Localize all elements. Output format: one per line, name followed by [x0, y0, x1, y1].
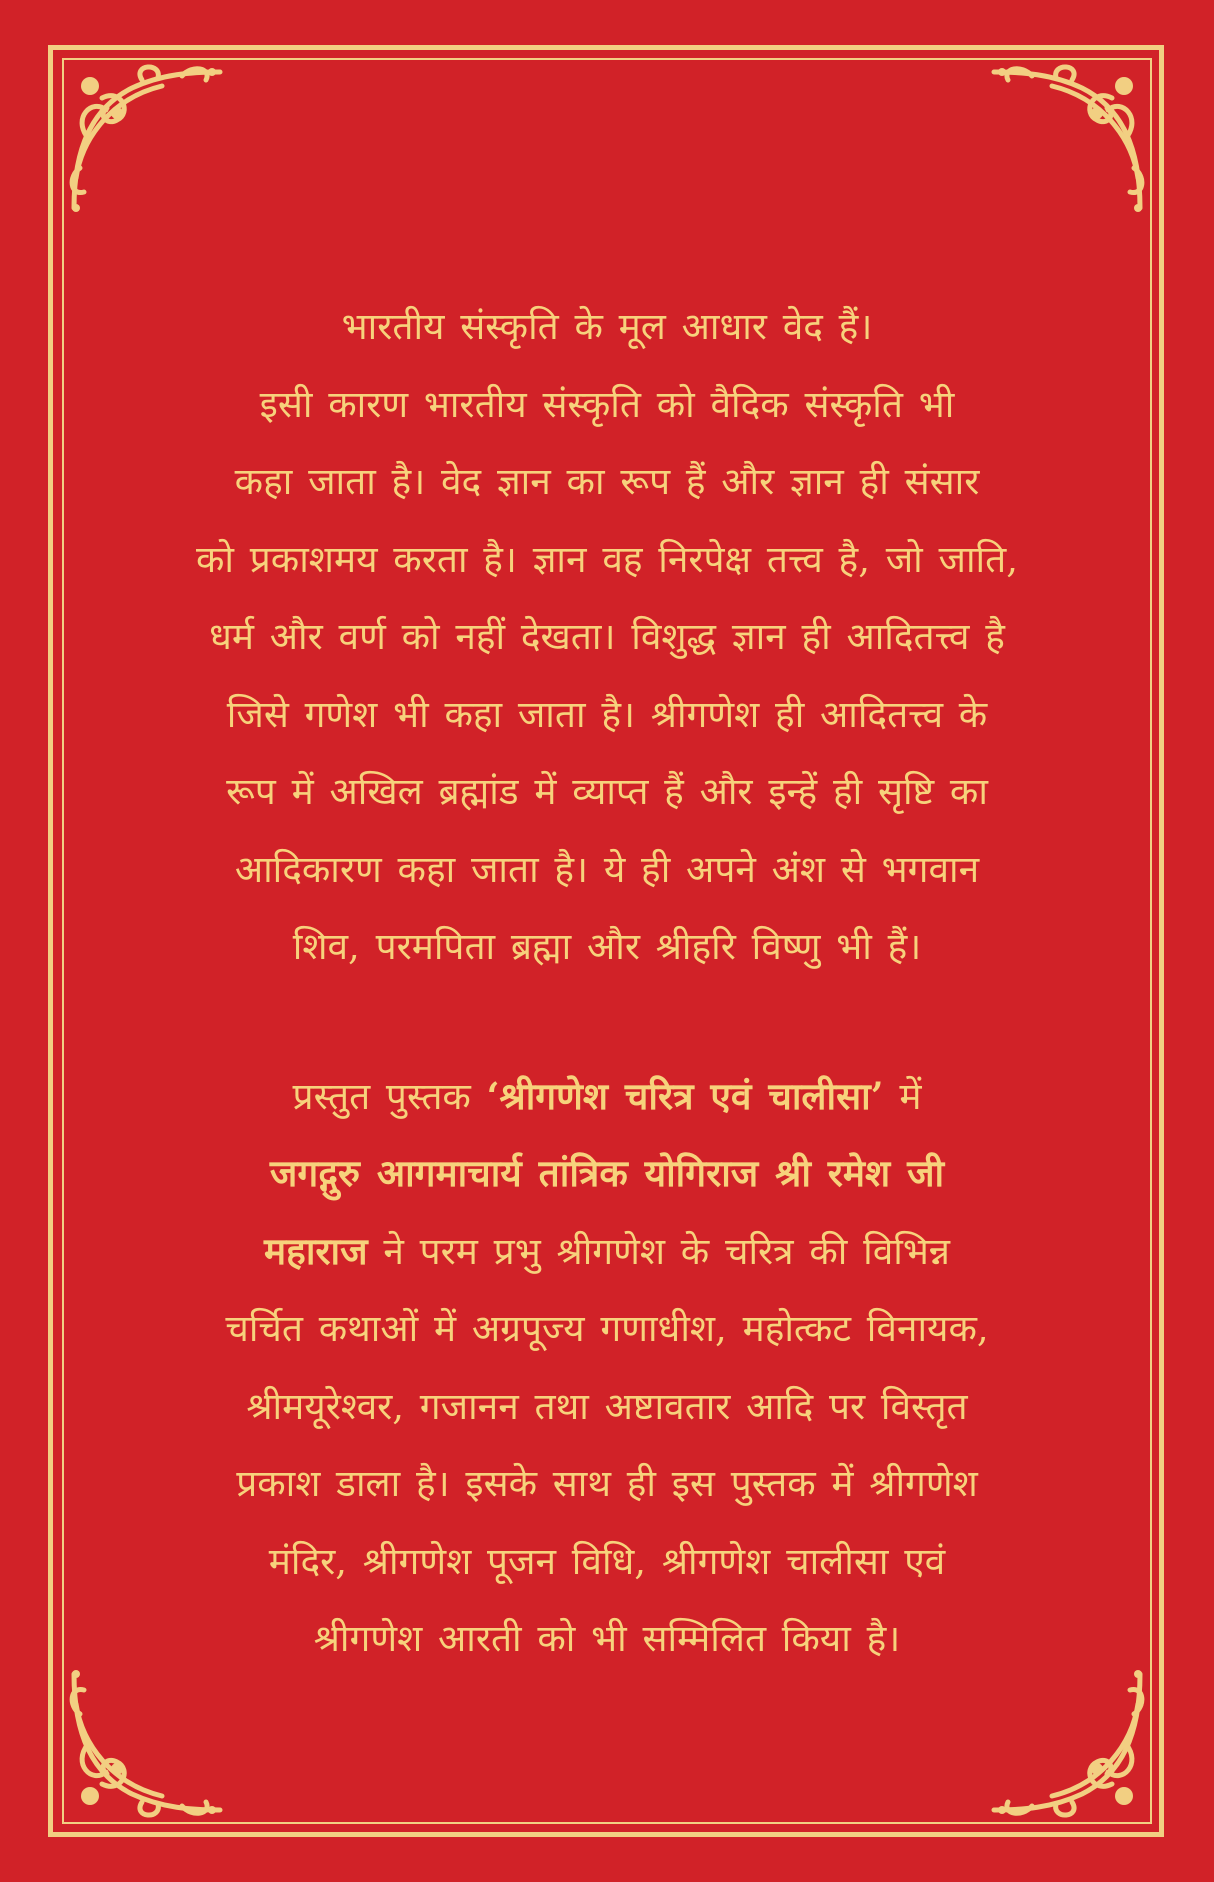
- ornamental-corner-icon: [62, 58, 232, 228]
- text-line: रूप में अखिल ब्रह्मांड में व्याप्त हैं और इन्हें ही सृष्टि का: [226, 770, 988, 813]
- book-title: ‘श्रीगणेश चरित्र एवं चालीसा’: [486, 1073, 884, 1118]
- text-line: इसी कारण भारतीय संस्कृति को वैदिक संस्कृति भी: [259, 382, 955, 426]
- text-line: चर्चित कथाओं में अग्रपूज्य गणाधीश, महोत्कट विनायक,: [225, 1307, 989, 1350]
- ornamental-corner-icon: [62, 1654, 232, 1824]
- text-segment: ने परम प्रभु श्रीगणेश के चरित्र की विभिन्न: [367, 1229, 950, 1273]
- text-line: कहा जाता है। वेद ज्ञान का रूप हैं और ज्ञान ही संसार: [234, 460, 980, 503]
- text-line: प्रकाश डाला है। इसके साथ ही इस पुस्तक में श्रीगणेश: [236, 1462, 978, 1505]
- text-segment: में: [883, 1074, 922, 1118]
- author-name-end: महाराज: [264, 1228, 368, 1273]
- text-line: जिसे गणेश भी कहा जाता है। श्रीगणेश ही आदितत्त्व के: [226, 692, 988, 736]
- ornamental-corner-icon: [982, 1654, 1152, 1824]
- intro-paragraph: [150, 288, 1064, 986]
- text-line: भारतीय संस्कृति के मूल आधार वेद हैं।: [341, 305, 873, 348]
- text-line: आदिकारण कहा जाता है। ये ही अपने अंश से भगवान: [234, 847, 980, 891]
- text-line: को प्रकाशमय करता है। ज्ञान वह निरपेक्ष तत्त्व है, जो जाति,: [195, 537, 1018, 581]
- author-name: जगद्गुरु आगमाचार्य तांत्रिक योगिराज श्री रमेश जी: [269, 1151, 945, 1195]
- text-line: धर्म और वर्ण को नहीं देखता। विशुद्ध ज्ञान ही आदितत्त्व है: [209, 615, 1005, 658]
- text-line: श्रीमयूरेश्वर, गजानन तथा अष्टावतार आदि पर विस्तृत: [246, 1384, 968, 1428]
- body-text: [150, 288, 1064, 1678]
- text-line: शिव, परमपिता ब्रह्मा और श्रीहरि विष्णु भी हैं।: [292, 925, 922, 968]
- text-line: [150, 1058, 1064, 1136]
- text-line: मंदिर, श्रीगणेश पूजन विधि, श्रीगणेश चालीसा एवं: [268, 1539, 946, 1583]
- book-paragraph: [150, 1058, 1064, 1678]
- text-line: श्रीगणेश आरती को भी सम्मिलित किया है।: [313, 1617, 901, 1660]
- ornamental-corner-icon: [982, 58, 1152, 228]
- text-line: [150, 1213, 1064, 1291]
- text-segment: प्रस्तुत पुस्तक: [292, 1074, 487, 1118]
